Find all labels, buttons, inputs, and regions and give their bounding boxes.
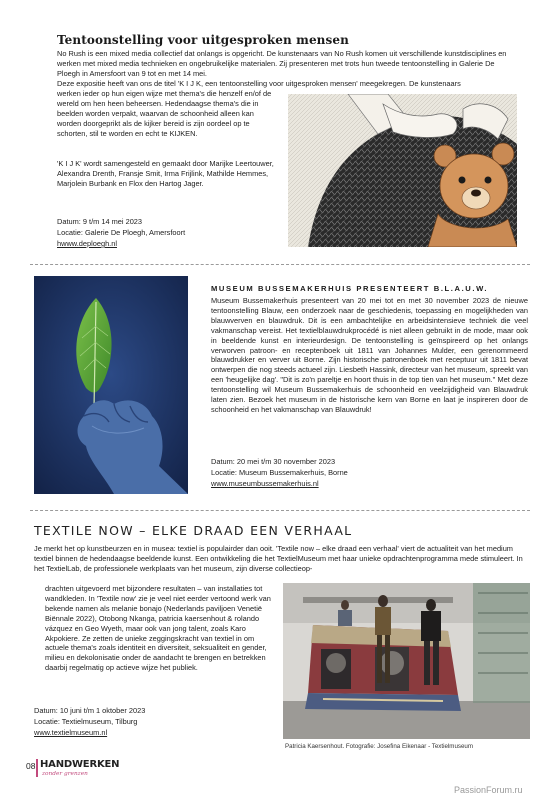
- magazine-brand: HANDWERKEN: [40, 759, 120, 770]
- article-title: Tentoonstelling voor uitgesproken mensen: [57, 33, 349, 47]
- watermark-text: PassionForum.ru: [454, 785, 523, 795]
- textile-exhibition-photo: [283, 583, 530, 739]
- section-divider: [30, 264, 530, 265]
- event-location: Locatie: Galerie De Ploegh, Amersfoort: [57, 228, 186, 237]
- article-paragraph: Museum Bussemakerhuis presenteert van 20 mei tot en met 30 november 2023 de nieuwe tentoonstelling Blauw, een onderzoek naar de geschiedenis, toepassing en mogelijkheden van blauwverven en blauwdruk. Dit is een ambachtelijke en arbeidsintensieve techniek die veel vakmanschap vereist. Het textielblauwdrukprocédé is niet alleen gebruikt in de mode, maar ook in beeldende kunst en interieurdesign. De tentoonstelling is geïnspireerd op het onlangs verworven patroon- en receptenboek uit 1811 van Johannes Mulder, een gerenommeerd blauwdrukker en verver uit Borne. Zijn historische patronenboek met receptuur uit 1811 bevat ontwerpen die nog steeds actueel zijn. Liesbeth Hassink, directeur van het museum, spreekt van een 'heugelijke dag'. "Dit is zo'n pareltje en hoort thuis in de top tien van het museum." Met deze tentoonstelling wil Museum Bussemakerhuis de schoonheid en veelzijdigheid van Blauwdruk laten zien. Bezoek het museum in de historische kern van Borne en laat je inspireren door de schoonheid en het vakmanschap van Blauwdruk!: [211, 296, 528, 414]
- article-paragraph: 'K I J K' wordt samengesteld en gemaakt door Marijke Leertouwer, Alexandra Drenth, Fransje Smit, Irma Frijlink, Mathilde Hemmes, Marjolein Burbank en Flox den Hartog Jager.: [57, 159, 274, 188]
- event-date: Datum: 20 mei t/m 30 november 2023: [211, 457, 336, 466]
- event-date: Datum: 10 juni t/m 1 oktober 2023: [34, 706, 146, 715]
- event-date: Datum: 9 t/m 14 mei 2023: [57, 217, 143, 226]
- magazine-brand-subtitle: zonder grenzen: [42, 771, 88, 777]
- event-location: Locatie: Textielmuseum, Tilburg: [34, 717, 138, 726]
- photo-caption: Patricia Kaersenhout. Fotografie: Josefina Eikenaar - Textielmuseum: [285, 743, 474, 750]
- article-title: MUSEUM BUSSEMAKERHUIS PRESENTEERT B.L.A.U.W.: [211, 284, 489, 293]
- article-paragraph: Deze expositie heeft van ons de titel 'K I J K, een tentoonstelling voor uitgesproken mensen' meegekregen. De kunstenaars: [57, 79, 461, 88]
- magazine-footer-logo: [26, 759, 120, 779]
- teddy-bear-artwork-image: [288, 94, 517, 247]
- event-website-link[interactable]: hwww.deploegh.nl: [57, 239, 117, 248]
- blue-hand-leaf-photo: [34, 276, 188, 494]
- article-title: TEXTILE NOW – ELKE DRAAD EEN VERHAAL: [34, 523, 353, 538]
- article-paragraph: drachten uitgevoerd met bijzondere resultaten – van installaties tot wandkleden. In 'Textile now' zie je veel niet eerder vertoond werk van bekende namen als melanie bonajo (Nederlands paviljoen Venetië Biënnale 2022), Otobong Nkanga, patricia kaersenhout & rolando vázquez en Geo Wyeth, maar ook van jong talent, zoals Karo Akpokiere. Ze zetten de unieke zeggingskracht van textiel in om actuele thema's zoals identiteit en diversiteit, seksualiteit en gender, milieu en dekolonisatie onder de aandacht te brengen en betrekken daarbij regelmatig op actieve wijze het publiek.: [45, 584, 271, 673]
- event-website-link[interactable]: www.textielmuseum.nl: [34, 728, 108, 737]
- page-number: 08: [26, 761, 36, 771]
- event-website-link[interactable]: www.museumbussemakerhuis.nl: [211, 479, 319, 488]
- event-location: Locatie: Museum Bussemakerhuis, Borne: [211, 468, 348, 477]
- article-paragraph: werken ieder op hun eigen wijze met thema's die henzelf en/of de wereld om hen heen beheersen. Hedendaagse thema's die in beelden worden verpakt, waarvan de schoonheid alleen kan worden doorgeprikt als de kijker bereid is zijn oordeel op te schorten, stil te worden en echt te KIJKEN.: [57, 89, 272, 138]
- footer-divider-bar: [36, 759, 38, 777]
- article-paragraph: Je merkt het op kunstbeurzen en in musea: textiel is populairder dan ooit. 'Textile now – elke draad een verhaal' viert de actualiteit van het medium textiel binnen de hedendaagse beeldende kunst. Een ontwikkeling die het TextielMuseum met haar unieke opdrachtenprogramma mede stimuleert. In het TextielLab, de professionele werkplaats van het museum, zijn diverse collectieop-: [34, 544, 523, 573]
- article-paragraph: No Rush is een mixed media collectief dat onlangs is opgericht. De kunstenaars van No Rush komen uit verschillende kunstdisciplines en werken met mixed media technieken en ongebruikelijke materialen. Zij presenteren met trots hun tweede tentoonstelling in Galerie De Ploegh in Amersfoort van 9 tot en met 14 mei.: [57, 49, 507, 78]
- section-divider: [30, 510, 530, 511]
